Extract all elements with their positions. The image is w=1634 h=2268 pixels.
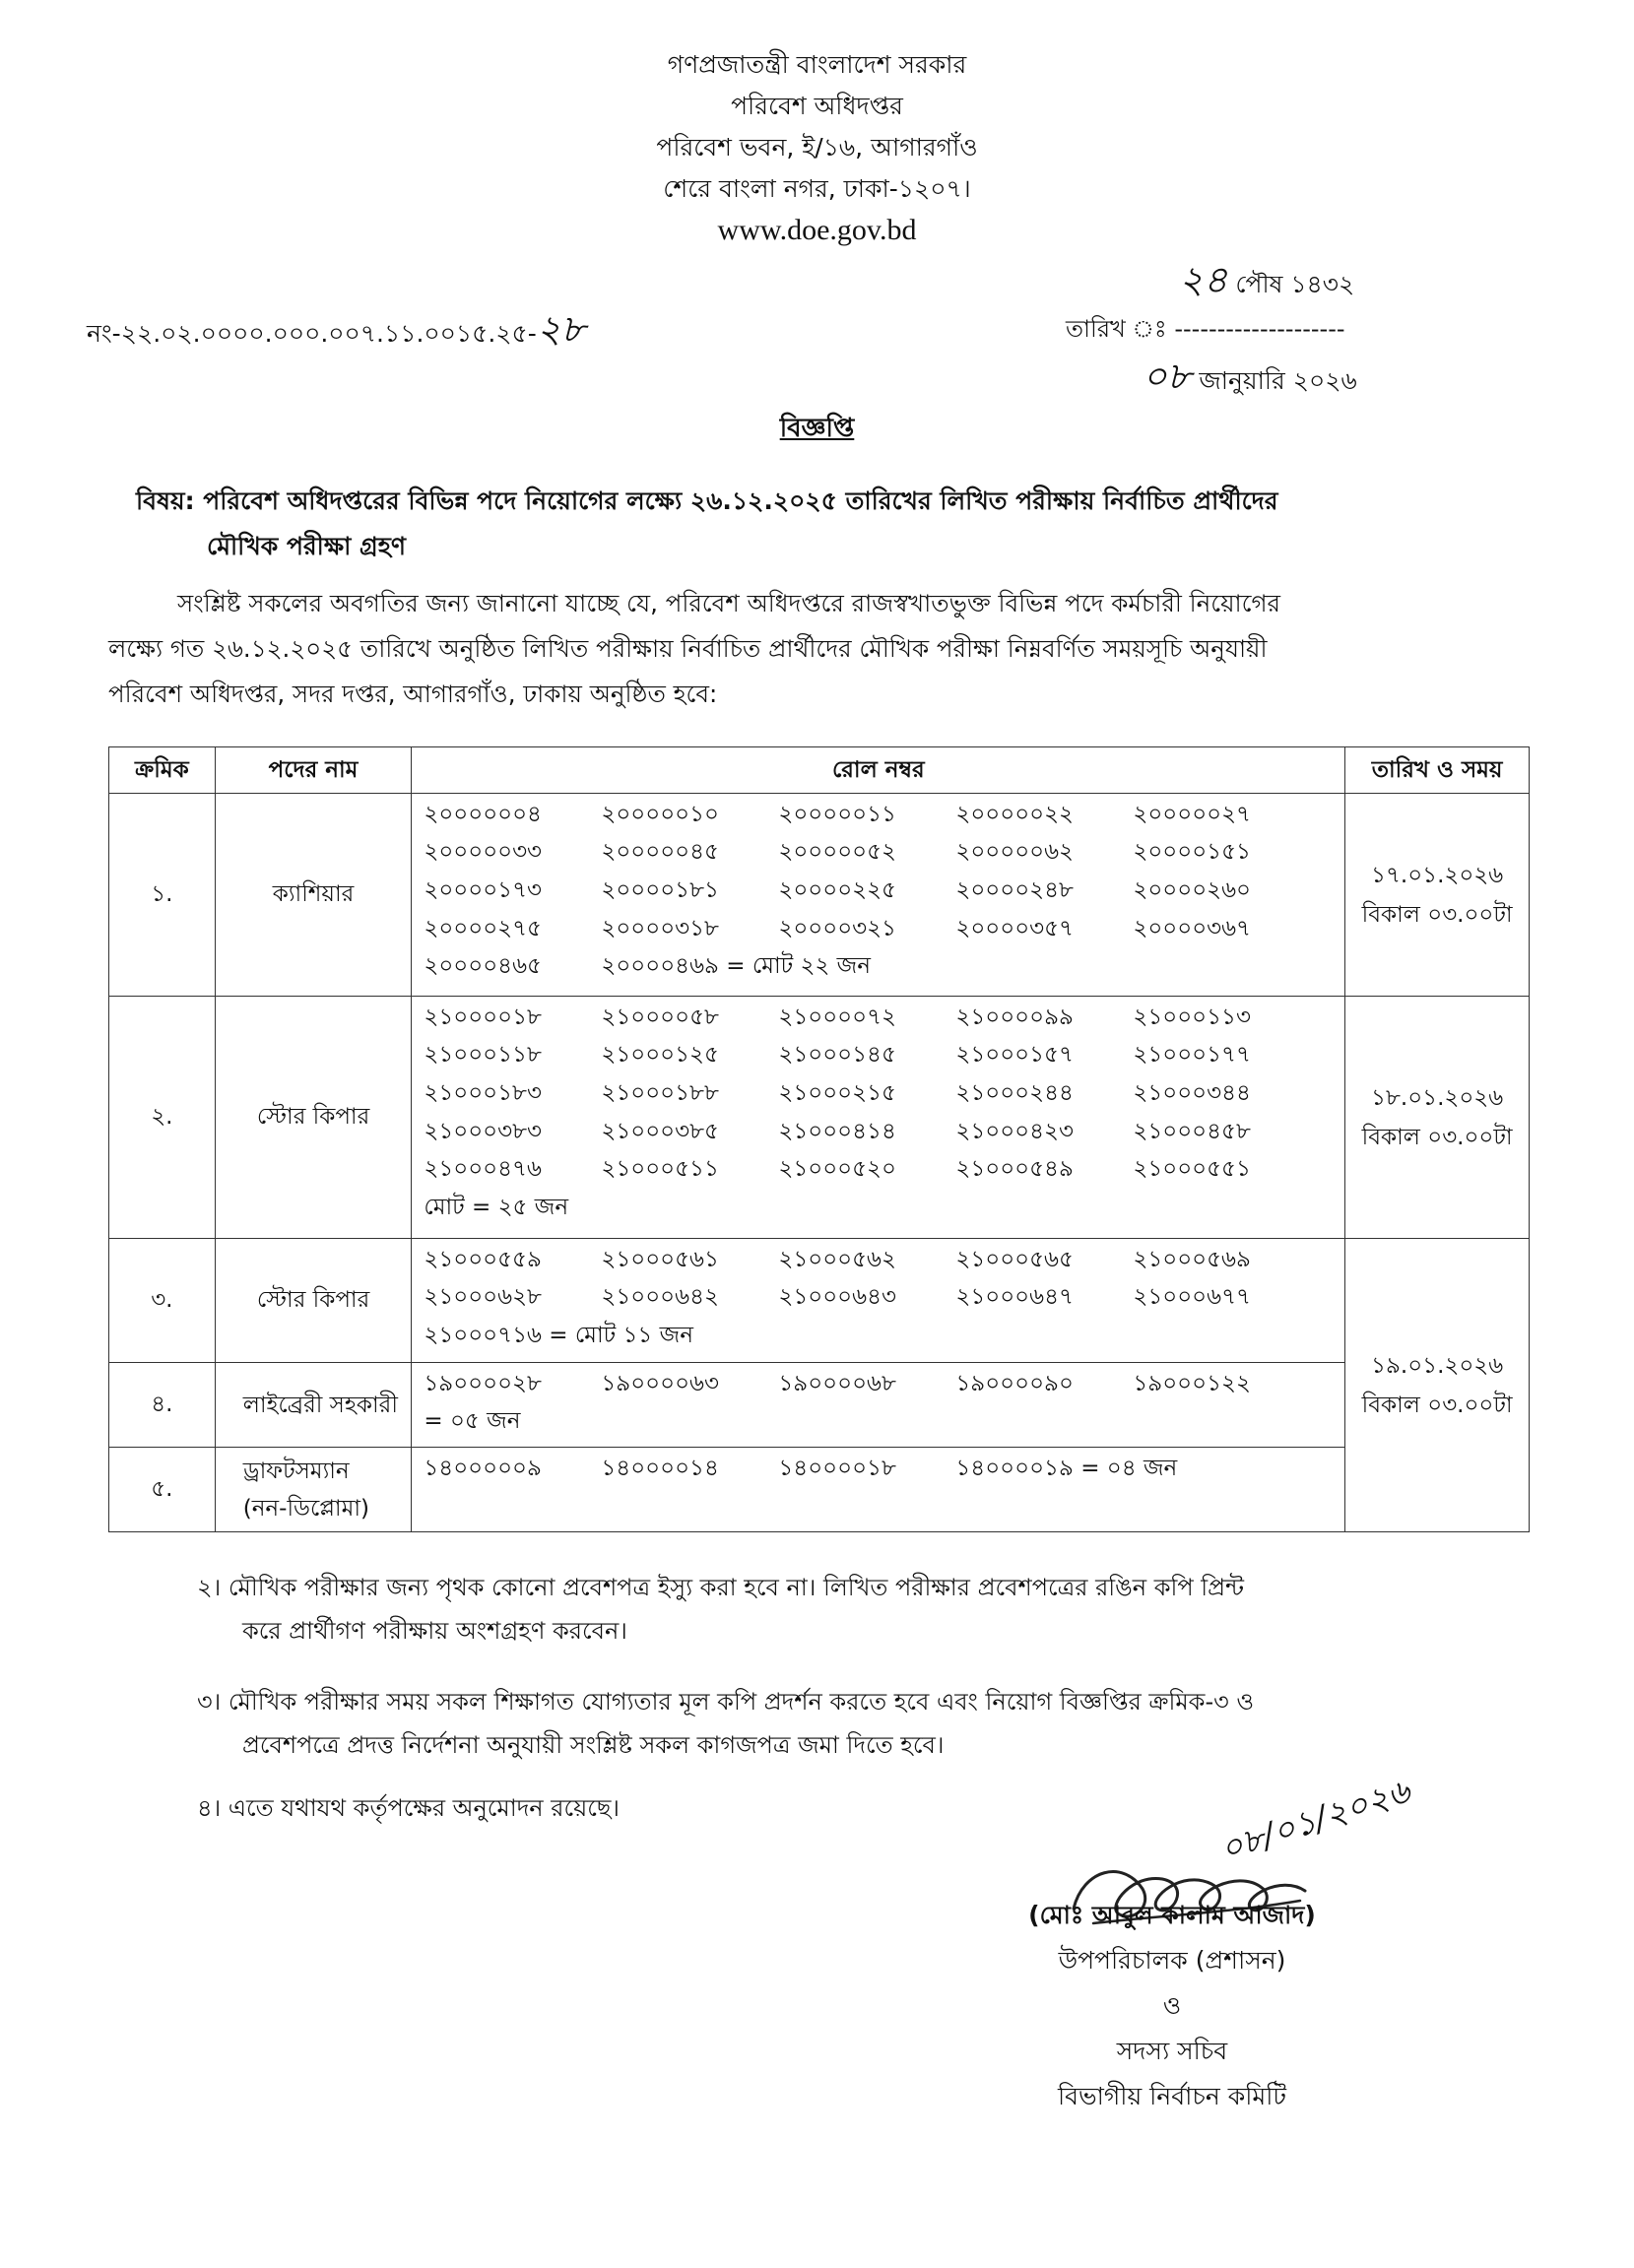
note-3 xyxy=(197,1680,1517,1767)
roll-number: ২১০০০২৪৪ xyxy=(955,1079,1074,1106)
signatory-committee: বিভাগীয় নির্বাচন কমিটি xyxy=(1057,2082,1287,2110)
post-line-2: (নন-ডিপ্লোমা) xyxy=(242,1495,369,1522)
roll-line xyxy=(424,1450,1335,1488)
row-roll-numbers xyxy=(412,1363,1345,1448)
schedule-table xyxy=(108,746,1530,1532)
roll-line xyxy=(424,999,1335,1037)
roll-number: ১৪০০০০১৪ xyxy=(601,1455,719,1481)
roll-number: ২১০০০১৮৮ xyxy=(601,1079,719,1106)
signatory-and: ও xyxy=(1162,1991,1182,2020)
schedule-date: ১৭.০১.২০২৬ xyxy=(1371,862,1504,888)
english-date-month-year: জানুয়ারি ২০২৬ xyxy=(1199,366,1357,395)
note-3-line-2: প্রবেশপত্রে প্রদত্ত নির্দেশনা অনুযায়ী সংশ্লিষ্ট সকল কাগজপত্র জমা দিতে হবে। xyxy=(242,1731,945,1759)
roll-number: ২১০০০৩৮৫ xyxy=(601,1118,719,1144)
header-date-time: তারিখ ও সময় xyxy=(1345,747,1530,794)
roll-number: ১৯০০০১২২ xyxy=(1133,1370,1251,1396)
roll-number: ২১০০০৫২০ xyxy=(778,1156,896,1183)
post-line-1: ড্রাফটসম্যান xyxy=(242,1458,350,1484)
roll-number: ২০০০০২৭৫ xyxy=(424,915,542,941)
roll-number: ১৪০০০০১৮ xyxy=(778,1455,896,1481)
roll-number: ২০০০০০৫২ xyxy=(778,839,896,866)
roll-line xyxy=(424,796,1335,834)
row-roll-numbers xyxy=(412,997,1345,1239)
schedule-time: বিকাল ০৩.০০টা xyxy=(1361,901,1513,928)
roll-number: ২০০০০৩৬৭ xyxy=(1133,915,1252,941)
roll-line xyxy=(424,910,1335,948)
roll-number: ২১০০০৪৫৮ xyxy=(1133,1118,1251,1144)
roll-number: ২১০০০৪১৪ xyxy=(778,1118,896,1144)
subject-line-2: মৌখিক পরীক্ষা গ্রহণ xyxy=(207,532,406,560)
row-serial: ৫. xyxy=(109,1448,216,1532)
roll-number: ১৪০০০০০৯ xyxy=(424,1455,542,1481)
roll-number: ২১০০০৬২৮ xyxy=(424,1284,542,1311)
roll-number: ২১০০০২১৫ xyxy=(778,1079,896,1106)
roll-number: ২১০০০১৮৩ xyxy=(424,1079,542,1106)
roll-number: ২০০০০০৬২ xyxy=(955,839,1075,866)
roll-line xyxy=(424,1241,1335,1279)
roll-number: ২১০০০৫৬৫ xyxy=(955,1246,1074,1272)
roll-line xyxy=(424,872,1335,910)
note-2 xyxy=(197,1566,1497,1652)
note-2-line-2: করে প্রার্থীগণ পরীক্ষায় অংশগ্রহণ করবেন। xyxy=(242,1617,627,1645)
row-serial: ৩. xyxy=(109,1239,216,1363)
bangla-date xyxy=(1179,258,1354,306)
roll-number: ২১০০০১১৩ xyxy=(1133,1004,1251,1030)
roll-number: ২০০০০০৩৩ xyxy=(424,839,543,866)
roll-number: ২১০০০১২৫ xyxy=(601,1042,719,1069)
roll-number: ২১০০০১৭৭ xyxy=(1133,1042,1251,1069)
row-roll-numbers xyxy=(412,1448,1345,1532)
bangla-date-month-year: পৌষ ১৪৩২ xyxy=(1235,270,1355,298)
row-post xyxy=(215,1448,412,1532)
roll-number: ২০০০০৪৬৫ xyxy=(424,953,542,980)
roll-number: ২১০০০৫৬৯ xyxy=(1133,1246,1251,1272)
roll-number: ১৯০০০০৯০ xyxy=(955,1370,1074,1396)
roll-number: ২১০০০৪২৩ xyxy=(955,1118,1074,1144)
table-row xyxy=(109,1363,1530,1448)
intro-line-1: সংশ্লিষ্ট সকলের অবগতির জন্য জানানো যাচ্ছে যে, পরিবেশ অধিদপ্তরে রাজস্বখাতভুক্ত বিভিন্ন পদে কর্মচারী নিয়োগের xyxy=(177,589,1281,617)
signature-date: ০৮/০১/২০২৬ xyxy=(1215,1771,1415,1870)
roll-number: ২০০০০১৫১ xyxy=(1133,839,1251,866)
roll-line xyxy=(424,1317,1335,1355)
roll-number-total: ১৪০০০০১৯ = ০৪ জন xyxy=(955,1455,1178,1481)
roll-number: ২০০০০৩২১ xyxy=(778,915,896,941)
roll-number: ২০০০০৩১৮ xyxy=(601,915,719,941)
roll-number-total: মোট = ২৫ জন xyxy=(424,1194,569,1220)
website-link[interactable]: www.doe.gov.bd xyxy=(717,214,917,246)
roll-number: ২১০০০৬৪৭ xyxy=(955,1284,1074,1311)
table-header-row xyxy=(109,747,1530,794)
roll-number: ২১০০০৬৪২ xyxy=(601,1284,719,1311)
roll-line xyxy=(424,1403,1335,1442)
table-row xyxy=(109,794,1530,997)
row-serial: ১. xyxy=(109,794,216,997)
roll-line xyxy=(424,1113,1335,1151)
department-name: পরিবেশ অধিদপ্তর xyxy=(731,92,903,120)
address-line-2: শেরে বাংলা নগর, ঢাকা-১২০৭। xyxy=(663,174,971,203)
roll-number: ২০০০০০১০ xyxy=(601,801,719,827)
roll-number: ২১০০০০৭২ xyxy=(778,1004,896,1030)
header-serial: ক্রমিক xyxy=(109,747,216,794)
roll-number: ২১০০০৬৪৩ xyxy=(778,1284,896,1311)
row-post: লাইব্রেরী সহকারী xyxy=(215,1363,412,1448)
roll-line xyxy=(424,1037,1335,1075)
row-roll-numbers xyxy=(412,1239,1345,1363)
roll-number: ২১০০০৫৫৯ xyxy=(424,1246,542,1272)
roll-number: ২১০০০৫৫১ xyxy=(1133,1156,1251,1183)
signatory-role: সদস্য সচিব xyxy=(1116,2037,1228,2065)
roll-number: ২১০০০৩৪৪ xyxy=(1133,1079,1251,1106)
roll-number-total: = ০৫ জন xyxy=(424,1408,521,1435)
schedule-time: বিকাল ০৩.০০টা xyxy=(1361,1392,1513,1418)
roll-line xyxy=(424,1074,1335,1113)
intro-paragraph xyxy=(108,581,1530,717)
signatory-name: (মোঃ আবুল কালাম আজাদ) xyxy=(1028,1901,1316,1929)
roll-number: ২১০০০৫৪৯ xyxy=(955,1156,1074,1183)
roll-number: ২১০০০০১৮ xyxy=(424,1004,542,1030)
table-row xyxy=(109,1448,1530,1532)
subject-line xyxy=(136,479,1535,569)
roll-number: ২১০০০৩৮৩ xyxy=(424,1118,542,1144)
english-date xyxy=(1143,355,1357,403)
table-row xyxy=(109,1239,1530,1363)
row-schedule xyxy=(1345,997,1530,1239)
roll-number: ২০০০০০০৪ xyxy=(424,801,542,827)
roll-line xyxy=(424,834,1335,873)
roll-number: ২০০০০১৭৩ xyxy=(424,876,542,903)
schedule-date: ১৮.০১.২০২৬ xyxy=(1371,1084,1504,1111)
roll-number: ২০০০০০১১ xyxy=(778,801,896,827)
roll-number: ২১০০০০৫৮ xyxy=(601,1004,719,1030)
intro-line-2: লক্ষ্যে গত ২৬.১২.২০২৫ তারিখে অনুষ্ঠিত লিখিত পরীক্ষায় নির্বাচিত প্রার্থীদের মৌখিক পরীক্ষা নিম্নবর্ণিত সময়সূচি অনুযায়ী xyxy=(108,634,1268,663)
schedule-date: ১৯.০১.২০২৬ xyxy=(1371,1352,1504,1379)
table-row xyxy=(109,997,1530,1239)
reference-number-prefix: নং-২২.০২.০০০০.০০০.০০৭.১১.০০১৫.২৫- xyxy=(87,319,537,348)
english-date-handwritten: ০৮ xyxy=(1143,355,1192,398)
note-4: ৪। এতে যথাযথ কর্তৃপক্ষের অনুমোদন রয়েছে। xyxy=(197,1794,621,1822)
address-line-1: পরিবেশ ভবন, ই/১৬, আগারগাঁও xyxy=(656,133,978,162)
header-post: পদের নাম xyxy=(215,747,412,794)
roll-number: ১৯০০০০৬৮ xyxy=(778,1370,896,1396)
reference-number xyxy=(87,307,585,356)
roll-number-total: ২০০০০৪৬৯ = মোট ২২ জন xyxy=(601,953,871,980)
roll-number: ২১০০০১৫৭ xyxy=(955,1042,1074,1069)
signatory-block xyxy=(965,1893,1379,2119)
note-2-line-1: ২। মৌখিক পরীক্ষার জন্য পৃথক কোনো প্রবেশপত্র ইস্যু করা হবে না। লিখিত পরীক্ষার প্রবেশপত্রের রঙিন কপি প্রিন্ট xyxy=(197,1574,1244,1601)
row-post: স্টোর কিপার xyxy=(215,1239,412,1363)
roll-number: ২১০০০১৪৫ xyxy=(778,1042,896,1069)
roll-line xyxy=(424,947,1335,986)
notice-title: বিজ্ঞপ্তি xyxy=(779,414,855,443)
roll-number: ২০০০০০২৭ xyxy=(1133,801,1252,827)
roll-number-total: ২১০০০৭১৬ = মোট ১১ জন xyxy=(424,1322,693,1348)
schedule-time: বিকাল ০৩.০০টা xyxy=(1361,1124,1513,1150)
row-post: স্টোর কিপার xyxy=(215,997,412,1239)
roll-number: ২০০০০০৪৫ xyxy=(601,839,719,866)
roll-line xyxy=(424,1279,1335,1318)
intro-line-3: পরিবেশ অধিদপ্তর, সদর দপ্তর, আগারগাঁও, ঢাকায় অনুষ্ঠিত হবে: xyxy=(108,680,718,708)
date-label: তারিখ ঃ -------------------- xyxy=(1066,315,1345,343)
roll-number: ২১০০০৪৭৬ xyxy=(424,1156,542,1183)
roll-number: ২১০০০৫৬১ xyxy=(601,1246,719,1272)
row-serial: ২. xyxy=(109,997,216,1239)
roll-number: ২১০০০০৯৯ xyxy=(955,1004,1074,1030)
roll-number: ১৯০০০০২৮ xyxy=(424,1370,542,1396)
roll-number: ২০০০০২৬০ xyxy=(1133,876,1252,903)
roll-number: ২১০০০১১৮ xyxy=(424,1042,542,1069)
roll-number: ২০০০০২৪৮ xyxy=(955,876,1074,903)
note-3-line-1: ৩। মৌখিক পরীক্ষার সময় সকল শিক্ষাগত যোগ্যতার মূল কপি প্রদর্শন করতে হবে এবং নিয়োগ বিজ্ঞপ্তির ক্রমিক-৩ ও xyxy=(197,1688,1255,1716)
row-roll-numbers xyxy=(412,794,1345,997)
roll-line xyxy=(424,1365,1335,1403)
roll-number: ২১০০০৬৭৭ xyxy=(1133,1284,1251,1311)
roll-line xyxy=(424,1189,1335,1227)
header-roll-numbers: রোল নম্বর xyxy=(412,747,1345,794)
roll-number: ১৯০০০০৬৩ xyxy=(601,1370,719,1396)
signatory-designation: উপপরিচালক (প্রশাসন) xyxy=(1058,1946,1286,1975)
roll-number: ২১০০০৫১১ xyxy=(601,1156,719,1183)
govt-name: গণপ্রজাতন্ত্রী বাংলাদেশ সরকার xyxy=(667,50,967,79)
roll-number: ২০০০০০২২ xyxy=(955,801,1075,827)
row-schedule xyxy=(1345,794,1530,997)
roll-number: ২১০০০৫৬২ xyxy=(778,1246,896,1272)
subject-line-1: বিষয়: পরিবেশ অধিদপ্তরের বিভিন্ন পদে নিয়োগের লক্ষ্যে ২৬.১২.২০২৫ তারিখের লিখিত পরীক্ষায় নির্বাচিত প্রার্থীদের xyxy=(136,486,1278,515)
row-serial: ৪. xyxy=(109,1363,216,1448)
row-post: ক্যাশিয়ার xyxy=(215,794,412,997)
roll-number: ২০০০০৩৫৭ xyxy=(955,915,1074,941)
row-schedule-shared xyxy=(1345,1239,1530,1532)
roll-number: ২০০০০২২৫ xyxy=(778,876,896,903)
reference-number-handwritten: ২৮ xyxy=(536,307,586,351)
roll-line xyxy=(424,1150,1335,1189)
roll-number: ২০০০০১৮১ xyxy=(601,876,719,903)
bangla-date-handwritten: ২৪ xyxy=(1179,258,1228,301)
